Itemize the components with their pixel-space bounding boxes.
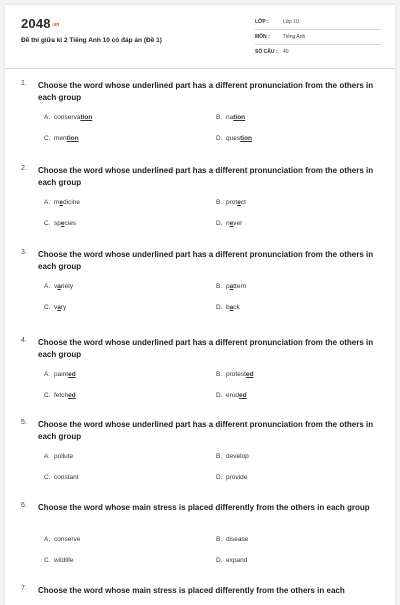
question-text: Choose the word whose underlined part has a different pronunciation from the others in each group: [38, 250, 374, 271]
site-logo[interactable]: [21, 16, 60, 31]
question-number: 6.: [21, 502, 27, 509]
header-divider: [5, 68, 395, 69]
option-word-part: cies: [64, 220, 77, 227]
option-word-part: expand: [226, 557, 248, 564]
answer-option[interactable]: [44, 283, 73, 290]
answer-option[interactable]: [216, 135, 252, 142]
option-word-part: provide: [226, 474, 248, 481]
option-letter: C.: [44, 557, 51, 564]
option-word-part: p: [226, 283, 230, 290]
logo-suffix: .vn: [51, 21, 60, 28]
meta-value: Tiếng Anh: [283, 34, 306, 40]
option-underlined-part: tion: [240, 135, 253, 142]
option-letter: D.: [216, 392, 223, 399]
question-number: 2.: [21, 165, 27, 172]
answer-option[interactable]: [44, 114, 92, 121]
answer-option[interactable]: [216, 392, 247, 399]
question-text: Choose the word whose underlined part has a different pronunciation from the others in each group: [38, 420, 374, 441]
answer-option[interactable]: [216, 283, 246, 290]
answer-option[interactable]: [44, 304, 66, 311]
option-underlined-part: ed: [68, 392, 76, 399]
option-letter: B.: [216, 283, 223, 290]
option-underlined-part: a: [57, 304, 61, 311]
question-number: 7.: [21, 585, 27, 592]
option-word-part: ver: [233, 220, 243, 227]
option-word-part: conserva: [54, 114, 81, 121]
meta-row-subject: [255, 30, 381, 45]
option-word-part: pollute: [54, 453, 74, 460]
option-word-part: ques: [226, 135, 241, 142]
question-number: 1.: [21, 80, 27, 87]
option-word-part: ct: [240, 199, 246, 206]
option-word-part: v: [54, 283, 58, 290]
option-word-part: paint: [54, 371, 69, 378]
page-header: [5, 5, 395, 67]
answer-option[interactable]: [44, 135, 79, 142]
meta-row-count: [255, 45, 381, 59]
meta-value: Lớp 10: [283, 19, 299, 25]
option-underlined-part: a: [229, 283, 234, 290]
option-word-part: ck: [233, 304, 240, 311]
option-word-part: wildlife: [54, 557, 74, 564]
exam-title: Đề thi giữa kì 2 Tiếng Anh 10 có đáp án (Đề 1): [21, 37, 162, 44]
option-word-part: ry: [60, 304, 67, 311]
option-underlined-part: ed: [239, 392, 247, 399]
meta-value: 40: [283, 49, 289, 55]
option-letter: D.: [216, 135, 223, 142]
option-letter: A.: [44, 199, 51, 206]
option-letter: C.: [44, 135, 51, 142]
meta-label: SỐ CÂU :: [255, 49, 278, 55]
meta-row-class: [255, 15, 381, 30]
option-letter: A.: [44, 536, 51, 543]
answer-option[interactable]: [44, 474, 79, 481]
option-word-part: v: [54, 304, 58, 311]
option-underlined-part: e: [237, 199, 241, 206]
exam-page: [5, 5, 395, 605]
option-letter: C.: [44, 220, 51, 227]
option-word-part: develop: [226, 453, 249, 460]
option-letter: B.: [216, 453, 223, 460]
option-letter: A.: [44, 114, 51, 121]
option-word-part: constant: [54, 474, 79, 481]
option-word-part: protest: [226, 371, 246, 378]
option-word-part: men: [54, 135, 67, 142]
option-underlined-part: a: [229, 304, 234, 311]
option-letter: D.: [216, 220, 223, 227]
option-letter: C.: [44, 392, 51, 399]
question-number: 5.: [21, 419, 27, 426]
option-letter: C.: [44, 304, 51, 311]
option-underlined-part: a: [57, 283, 61, 290]
option-underlined-part: tion: [80, 114, 93, 121]
question-text: Choose the word whose underlined part has a different pronunciation from the others in each group: [38, 338, 374, 359]
question-text: Choose the word whose main stress is placed differently from the others in each group: [38, 503, 370, 512]
option-word-part: disease: [226, 536, 249, 543]
option-word-part: ttern: [233, 283, 247, 290]
question-number: 4.: [21, 337, 27, 344]
option-underlined-part: e: [60, 220, 65, 227]
option-letter: A.: [44, 371, 51, 378]
answer-option[interactable]: [216, 371, 253, 378]
option-word-part: erod: [226, 392, 240, 399]
answer-option[interactable]: [44, 453, 73, 460]
option-word-part: m: [54, 199, 60, 206]
option-word-part: b: [226, 304, 230, 311]
option-underlined-part: tion: [233, 114, 246, 121]
option-letter: B.: [216, 199, 223, 206]
logo-text: 2048: [21, 16, 51, 31]
option-letter: B.: [216, 536, 223, 543]
meta-label: MÔN :: [255, 34, 270, 40]
question-text: Choose the word whose main stress is placed differently from the others in each: [38, 586, 345, 595]
answer-option[interactable]: [216, 557, 247, 564]
option-letter: B.: [216, 114, 223, 121]
answer-option[interactable]: [216, 220, 242, 227]
answer-option[interactable]: [44, 371, 76, 378]
answer-option[interactable]: [44, 220, 76, 227]
option-underlined-part: ed: [245, 371, 254, 378]
answer-option[interactable]: [216, 474, 247, 481]
option-word-part: na: [226, 114, 234, 121]
option-word-part: sp: [54, 220, 61, 227]
answer-option[interactable]: [44, 392, 76, 399]
answer-option[interactable]: [216, 114, 245, 121]
option-word-part: n: [226, 220, 230, 227]
option-letter: D.: [216, 474, 223, 481]
option-word-part: fetch: [54, 392, 69, 399]
option-underlined-part: tion: [66, 135, 79, 142]
answer-option[interactable]: [44, 536, 80, 543]
exam-meta: [255, 15, 381, 59]
option-underlined-part: e: [229, 220, 234, 227]
option-underlined-part: ed: [68, 371, 76, 378]
answer-option[interactable]: [44, 199, 80, 206]
option-letter: C.: [44, 474, 51, 481]
question-number: 3.: [21, 249, 27, 256]
question-text: Choose the word whose underlined part has a different pronunciation from the others in each group: [38, 81, 374, 102]
option-word-part: dicine: [63, 199, 81, 206]
answer-option[interactable]: [216, 304, 240, 311]
answer-option[interactable]: [216, 536, 248, 543]
answer-option[interactable]: [216, 453, 249, 460]
option-underlined-part: e: [59, 199, 64, 206]
meta-label: LỚP :: [255, 19, 269, 25]
option-letter: A.: [44, 453, 51, 460]
option-letter: D.: [216, 557, 223, 564]
answer-option[interactable]: [216, 199, 246, 206]
option-letter: A.: [44, 283, 51, 290]
option-letter: B.: [216, 371, 223, 378]
option-word-part: conserve: [54, 536, 81, 543]
question-text: Choose the word whose underlined part has a different pronunciation from the others in each group: [38, 166, 374, 187]
option-letter: D.: [216, 304, 223, 311]
answer-option[interactable]: [44, 557, 74, 564]
option-word-part: riety: [60, 283, 74, 290]
option-word-part: prot: [226, 199, 238, 206]
